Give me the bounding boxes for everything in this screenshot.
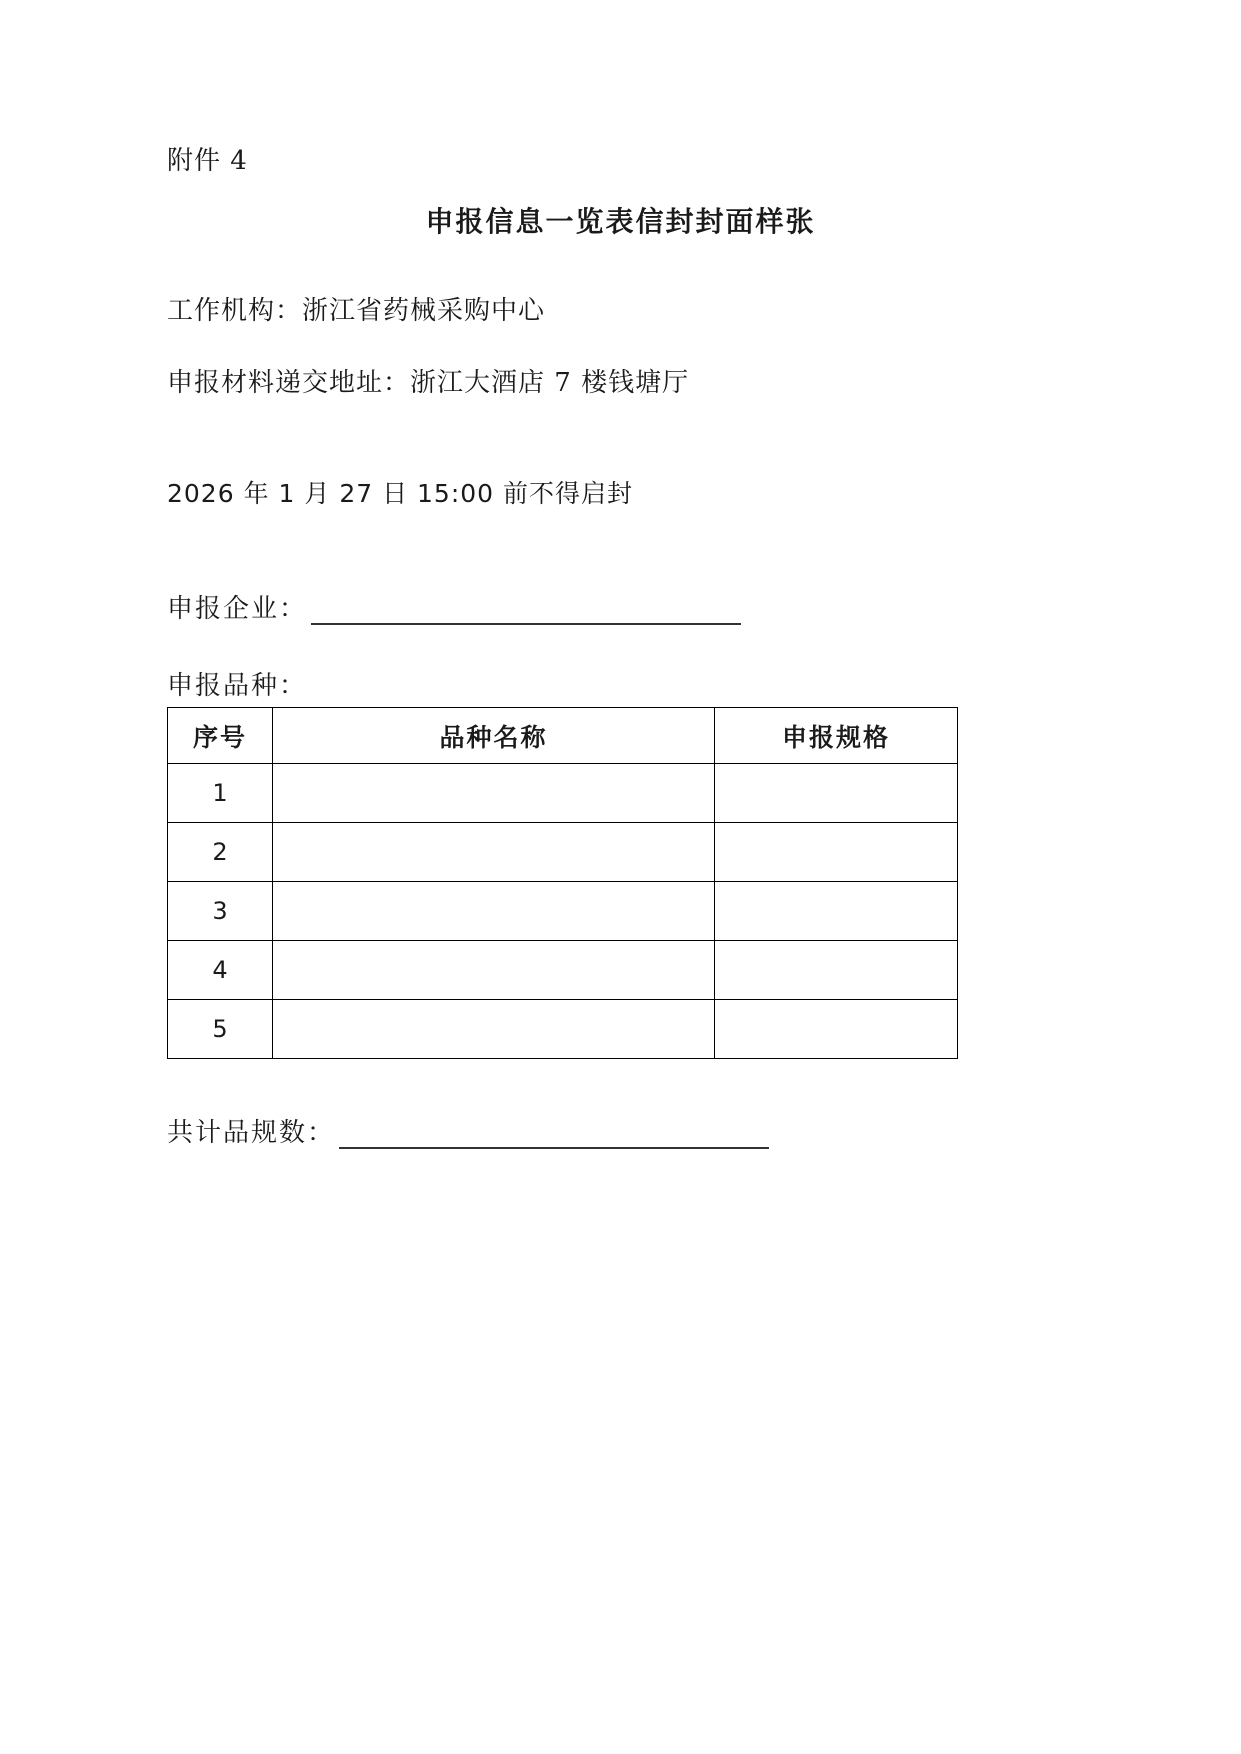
deadline-line: 2026 年 1 月 27 日 15:00 前不得启封 bbox=[167, 479, 634, 508]
address-line: 申报材料递交地址：浙江大酒店 7 楼钱塘厅 bbox=[167, 368, 690, 398]
table-row bbox=[168, 1000, 958, 1059]
row-number: 3 bbox=[168, 882, 273, 941]
row-variety-name[interactable] bbox=[273, 823, 715, 882]
row-variety-name[interactable] bbox=[273, 882, 715, 941]
row-number: 1 bbox=[168, 764, 273, 823]
total-field-row bbox=[167, 1112, 769, 1149]
column-header-name: 品种名称 bbox=[273, 708, 715, 764]
organization-line: 工作机构：浙江省药械采购中心 bbox=[167, 296, 546, 326]
table-row bbox=[168, 941, 958, 1000]
table-header-row bbox=[168, 708, 958, 764]
table-row bbox=[168, 764, 958, 823]
table-row bbox=[168, 882, 958, 941]
row-variety-name[interactable] bbox=[273, 764, 715, 823]
row-variety-spec[interactable] bbox=[715, 764, 958, 823]
row-number: 4 bbox=[168, 941, 273, 1000]
page-title: 申报信息一览表信封封面样张 bbox=[425, 205, 816, 238]
total-field-input[interactable] bbox=[339, 1121, 769, 1149]
column-header-spec: 申报规格 bbox=[715, 708, 958, 764]
company-field-label: 申报企业： bbox=[167, 594, 308, 624]
row-variety-spec[interactable] bbox=[715, 1000, 958, 1059]
table-row bbox=[168, 823, 958, 882]
row-variety-name[interactable] bbox=[273, 1000, 715, 1059]
attachment-label: 附件 4 bbox=[167, 146, 248, 176]
row-variety-spec[interactable] bbox=[715, 941, 958, 1000]
row-number: 5 bbox=[168, 1000, 273, 1059]
row-number: 2 bbox=[168, 823, 273, 882]
row-variety-spec[interactable] bbox=[715, 882, 958, 941]
variety-field-label: 申报品种： bbox=[167, 671, 308, 701]
row-variety-name[interactable] bbox=[273, 941, 715, 1000]
company-field-row bbox=[167, 588, 741, 625]
variety-table bbox=[167, 707, 958, 1059]
company-field-input[interactable] bbox=[311, 597, 741, 625]
total-field-label: 共计品规数： bbox=[167, 1118, 336, 1148]
column-header-no: 序号 bbox=[168, 708, 273, 764]
row-variety-spec[interactable] bbox=[715, 823, 958, 882]
